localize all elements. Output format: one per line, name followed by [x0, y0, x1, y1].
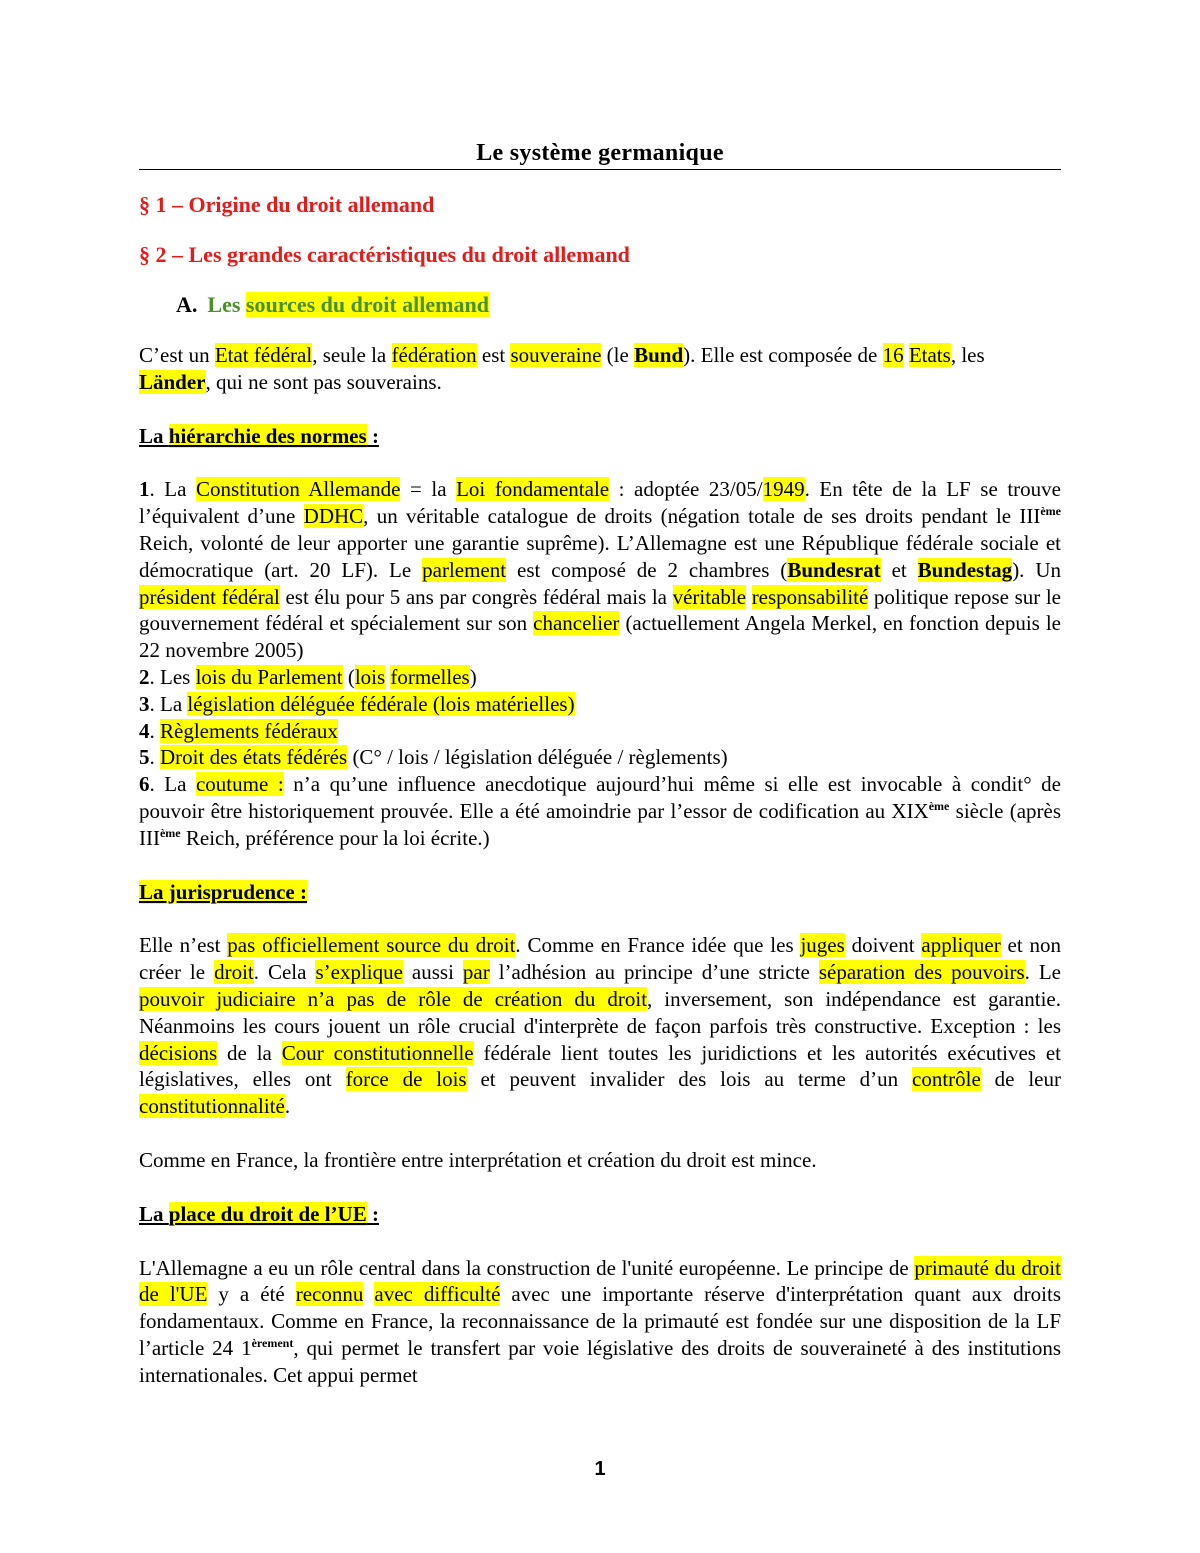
text — [746, 585, 752, 609]
text: , seule la — [312, 343, 392, 367]
jurisprudence-paragraph — [139, 932, 1061, 1120]
text: La — [139, 1201, 169, 1226]
highlight-bold: Bundestag — [917, 557, 1013, 582]
text: politique repose sur le gouvernement fédéral et spécialement sur son — [139, 584, 1061, 636]
highlight: Droit des états fédérés — [160, 745, 348, 770]
highlight: contrôle — [912, 1067, 981, 1092]
highlight: s’explique — [315, 960, 403, 985]
text: , inversement, son indépendance est garantie. Néanmoins les cours jouent un rôle crucial d'interprète de façon parfois très constructive. Exception : les — [139, 986, 1061, 1038]
highlight: juges — [800, 933, 845, 958]
highlight: Règlements fédéraux — [160, 718, 338, 743]
highlight: décisions — [139, 1040, 218, 1065]
item-number: 3 — [139, 691, 150, 716]
text: L'Allemagne a eu un rôle central dans la construction de l'unité européenne. Le principe de — [139, 1255, 915, 1280]
highlight-bold: Länder — [139, 369, 206, 394]
item-number: 2 — [139, 664, 150, 689]
text: ). Un — [1012, 557, 1062, 582]
highlight: reconnu — [295, 1282, 364, 1307]
highlight: droit — [214, 960, 254, 985]
section-2-heading: § 2 – Les grandes caractéristiques du droit allemand — [139, 242, 630, 267]
jurisprudence-note: Comme en France, la frontière entre interprétation et création du droit est mince. — [139, 1147, 817, 1172]
highlight: lois du Parlement — [195, 664, 343, 689]
item-number: 6 — [139, 772, 150, 797]
text: est — [476, 343, 511, 367]
text: aussi — [402, 960, 463, 985]
text: . Les — [149, 664, 196, 689]
text: , qui permet le transfert par voie législative des droits de souveraineté à des institutions internationales. Cet appui permet — [139, 1335, 1061, 1387]
text: . Cela — [253, 960, 316, 985]
text: fédérale lient toutes les juridictions et les autorités exécutives et législatives, elles ont — [139, 1040, 1062, 1092]
hierarchy-item-4 — [139, 718, 1061, 745]
document-title: Le système germanique — [139, 140, 1061, 170]
text: , un véritable catalogue de droits (négation totale de ses droits pendant le III — [363, 504, 1041, 529]
highlight: lois — [354, 664, 386, 689]
page-content — [139, 140, 1061, 1389]
highlight: place du droit de l’UE — [168, 1201, 367, 1226]
hierarchy-item-5 — [139, 744, 1061, 771]
highlight: force de lois — [345, 1067, 467, 1092]
text: y a été — [207, 1282, 296, 1307]
highlight: parlement — [422, 557, 507, 582]
text: : — [366, 1201, 379, 1226]
ue-heading — [139, 1201, 1061, 1228]
text: , les — [950, 343, 985, 367]
highlight: coutume : — [195, 772, 284, 797]
highlight: sources du droit allemand — [245, 292, 489, 317]
text: siècle (après III — [139, 798, 1061, 850]
jurisprudence-heading — [139, 879, 1061, 906]
intro-paragraph — [139, 342, 1061, 396]
highlight: souveraine — [510, 343, 602, 367]
highlight: séparation des pouvoirs — [818, 960, 1025, 985]
text: (actuellement Angela Merkel, en fonction depuis le 22 novembre 2005) — [139, 611, 1061, 663]
hierarchy-heading — [139, 423, 1061, 450]
text: = la — [400, 477, 457, 502]
highlight: hiérarchie des normes — [168, 423, 367, 448]
text: n’a qu’une influence anecdotique aujourd’hui même si elle est invocable à condit° de pouvoir être historiquement prouvée. Elle a été amoindrie par l’essor de codification au XIX — [139, 772, 1061, 823]
text: ). Elle est composée de — [683, 343, 883, 367]
superscript: ème — [928, 798, 950, 813]
item-number: 5 — [139, 745, 150, 770]
highlight: La jurisprudence : — [139, 879, 307, 904]
subsection-number: A. — [176, 292, 198, 317]
text — [363, 1282, 374, 1306]
text: avec une importante réserve d'interprétation quant aux droits fondamentaux. Comme en France, la reconnaissance de la primauté est fondée sur une disposition de la LF l’article 24 1 — [139, 1282, 1061, 1360]
highlight: primauté du droit de l'UE — [139, 1255, 1061, 1307]
highlight: président fédéral — [139, 584, 280, 609]
highlight: Loi fondamentale — [456, 477, 610, 502]
item-number: 1 — [139, 477, 150, 502]
highlight: responsabilité — [751, 584, 869, 609]
highlight: législation déléguée fédérale (lois matérielles) — [187, 691, 575, 716]
hierarchy-item-6 — [139, 771, 1061, 851]
highlight: chancelier — [533, 611, 620, 636]
superscript: èrement — [251, 1335, 294, 1350]
hierarchy-item-2 — [139, 664, 1061, 691]
text: ) — [469, 664, 477, 689]
subsection-a-heading — [176, 292, 1061, 318]
text: C’est un — [139, 343, 215, 367]
text: (C° / lois / législation déléguée / règlements) — [347, 745, 728, 770]
highlight: formelles — [390, 664, 470, 689]
highlight: Cour constitutionnelle — [281, 1040, 474, 1065]
highlight: fédération — [391, 343, 477, 367]
text: , qui ne sont pas souverains. — [205, 369, 442, 394]
text: et — [880, 557, 918, 582]
text: La — [139, 423, 169, 448]
text: . — [149, 745, 160, 770]
text: et non créer le — [139, 933, 1062, 985]
text: . — [149, 718, 160, 743]
highlight: Constitution Allemande — [196, 477, 401, 502]
highlight: Etat fédéral — [214, 343, 313, 367]
highlight: Etats — [908, 343, 951, 367]
highlight-bold: Bund — [634, 343, 684, 367]
text: de leur — [980, 1067, 1061, 1092]
text: doivent — [844, 933, 922, 958]
section-1-heading: § 1 – Origine du droit allemand — [139, 192, 435, 217]
text: de la — [217, 1040, 282, 1065]
highlight: véritable — [672, 584, 747, 609]
text: Elle n’est — [139, 933, 228, 958]
text: l’adhésion au principe d’une stricte — [489, 960, 819, 985]
text: . Comme en France idée que les — [515, 933, 801, 958]
page-number: 1 — [594, 1458, 606, 1480]
text: est élu pour 5 ans par congrès fédéral mais la — [279, 584, 673, 609]
text: (le — [601, 343, 635, 367]
text: . Le — [1024, 960, 1062, 985]
highlight: constitutionnalité — [139, 1094, 285, 1119]
highlight: appliquer — [921, 933, 1001, 958]
ue-paragraph — [139, 1255, 1061, 1389]
text: Reich, volonté de leur apporter une garantie suprême). L’Allemagne est une République fédérale sociale et démocratique (art. 20 LF). Le — [139, 530, 1061, 582]
text: Reich, préférence pour la loi écrite.) — [180, 825, 490, 850]
text: . La — [149, 772, 196, 797]
text: ( — [342, 664, 355, 689]
superscript: ème — [1040, 504, 1062, 519]
text: : — [366, 423, 379, 448]
hierarchy-item-3 — [139, 691, 1061, 718]
subsection-label: Les — [207, 292, 246, 317]
highlight: pas officiellement source du droit — [227, 933, 516, 958]
text: . La — [149, 691, 188, 716]
text: . La — [149, 477, 197, 502]
text: . — [284, 1094, 291, 1119]
highlight: par — [462, 960, 490, 985]
highlight: 1949 — [762, 477, 805, 502]
text: . En tête de la LF se trouve l’équivalent d’une — [139, 477, 1061, 529]
highlight-bold: Bundesrat — [787, 557, 881, 582]
text: est composé de 2 chambres ( — [506, 557, 788, 582]
item-number: 4 — [139, 718, 150, 743]
hierarchy-item-1 — [139, 476, 1061, 664]
superscript: ème — [159, 825, 181, 840]
highlight: pouvoir judiciaire n’a pas de rôle de création du droit — [139, 986, 648, 1011]
highlight: DDHC — [303, 504, 364, 529]
highlight: 16 — [882, 343, 904, 367]
highlight: avec difficulté — [374, 1282, 501, 1307]
text: et peuvent invalider des lois au terme d’un — [466, 1067, 912, 1092]
text: : adoptée 23/05/ — [609, 477, 763, 502]
